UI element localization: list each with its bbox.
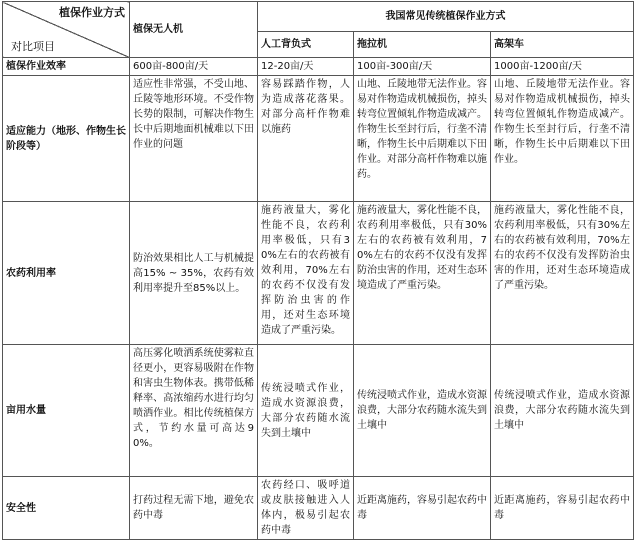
row-label: 亩用水量 [3, 345, 130, 477]
table-row [3, 345, 634, 477]
cell-highclear: 传统浸喷式作业，造成水资源浪费，大部分农药随水流失到土壤中 [491, 345, 634, 477]
cell-manual: 施药液量大，雾化性能不良，农药利用率极低，只有30%左右的农药被有效利用，70%左右的农药不仅没有发挥防治虫害的作用，还对生态环境造成了严重污染。 [258, 202, 354, 345]
header-uav: 植保无人机 [130, 2, 258, 58]
comparison-table [2, 1, 634, 540]
diag-bottom-label: 对比项目 [11, 40, 55, 53]
cell-highclear: 1000亩-1200亩/天 [491, 58, 634, 76]
cell-highclear: 近距离施药，容易引起农药中毒 [491, 477, 634, 540]
comparison-page [0, 1, 635, 546]
cell-manual: 容易踩踏作物，人为造成落花落果。对部分高杆作物难以施药 [258, 76, 354, 202]
header-tractor: 拖拉机 [354, 32, 491, 58]
cell-uav: 打药过程无需下地，避免农药中毒 [130, 477, 258, 540]
cell-tractor: 100亩-300亩/天 [354, 58, 491, 76]
row-label: 农药利用率 [3, 202, 130, 345]
cell-uav: 防治效果相比人工与机械提高15% ~ 35%，农药有效利用率提升至85%以上。 [130, 202, 258, 345]
table-row [3, 76, 634, 202]
row-label: 安全性 [3, 477, 130, 540]
header-highclear: 高架车 [491, 32, 634, 58]
cell-tractor: 施药液量大，雾化性能不良，农药利用率极低，只有30%左右的农药被有效利用，70%左右的农药不仅没有发挥防治虫害的作用，还对生态环境造成了严重污染。 [354, 202, 491, 345]
header-traditional-group: 我国常见传统植保作业方式 [258, 2, 634, 32]
cell-uav: 600亩-800亩/天 [130, 58, 258, 76]
header-manual: 人工背负式 [258, 32, 354, 58]
cell-manual: 传统浸喷式作业，造成水资源浪费，大部分农药随水流失到土壤中 [258, 345, 354, 477]
header-row-1 [3, 2, 634, 32]
cell-uav: 高压雾化喷洒系统使雾粒直径更小，更容易吸附在作物和害虫生物体表。携带低稀释率、高浓缩药水进行均匀喷洒作业。相比传统植保方式，节约水量可高达90%。 [130, 345, 258, 477]
cell-tractor: 近距离施药，容易引起农药中毒 [354, 477, 491, 540]
cell-manual: 12-20亩/天 [258, 58, 354, 76]
cell-tractor: 传统浸喷式作业，造成水资源浪费，大部分农药随水流失到土壤中 [354, 345, 491, 477]
diag-top-label: 植保作业方式 [59, 6, 125, 19]
table-row [3, 202, 634, 345]
table-row [3, 477, 634, 540]
cell-highclear: 施药液量大，雾化性能不良，农药利用率极低，只有30%左右的农药被有效利用，70%左右的农药不仅没有发挥防治虫害的作用，还对生态环境造成了严重污染。 [491, 202, 634, 345]
row-label: 植保作业效率 [3, 58, 130, 76]
cell-uav: 适应性非常强，不受山地、丘陵等地形环境。不受作物长势的限制，可解决作物生长中后期地面机械难以下田作业的问题 [130, 76, 258, 202]
cell-manual: 农药经口、吸呼道或皮肤接触进入人体内，极易引起农药中毒 [258, 477, 354, 540]
row-label: 适应能力（地形、作物生长阶段等） [3, 76, 130, 202]
cell-tractor: 山地、丘陵地带无法作业。容易对作物造成机械损伤，掉头转弯位置倾轧作物造成减产。作物生长至封行后，行垄不清晰，作物生长中后期难以下田作业。对部分高杆作物难以施药。 [354, 76, 491, 202]
table-row [3, 58, 634, 76]
diagonal-header-cell [3, 2, 130, 58]
cell-highclear: 山地、丘陵地带无法作业。容易对作物造成机械损伤，掉头转弯位置倾轧作物造成减产。作物生长至封行后，行垄不清晰，作物生长中后期难以下田作业。 [491, 76, 634, 202]
